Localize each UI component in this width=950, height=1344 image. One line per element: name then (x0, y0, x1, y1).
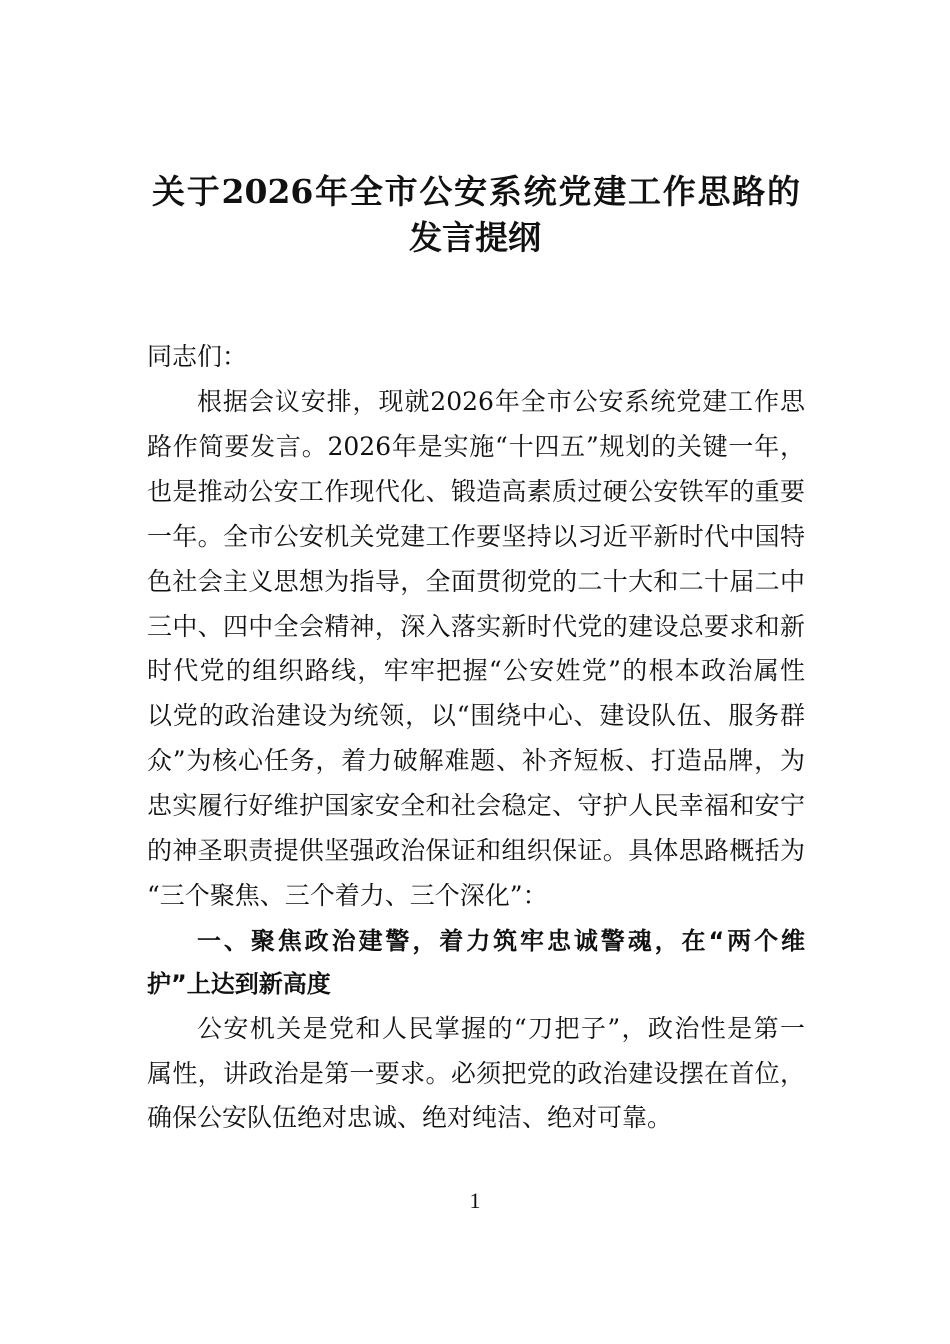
text-line: 忠实履行好维护国家安全和社会稳定、守护人民幸福和安宁 (147, 791, 805, 821)
text-line: 确保公安队伍绝对忠诚、绝对纯洁、绝对可靠。 (147, 1103, 673, 1132)
text-line: 众”为核心任务，着力破解难题、补齐短板、打造品牌，为 (147, 746, 805, 776)
text-line: 属性，讲政治是第一要求。必须把党的政治建设摆在首位， (147, 1058, 805, 1088)
salutation: 同志们： (147, 342, 248, 371)
text-line: 路作简要发言。2026年是实施“十四五”规划的关键一年， (147, 431, 805, 461)
document-title-line-2: 发言提纲 (409, 218, 541, 257)
text-line: 根据会议安排，现就2026年全市公安系统党建工作思 (197, 387, 805, 416)
text-line: 时代党的组织路线，牢牢把握“公安姓党”的根本政治属性 (147, 656, 805, 686)
text-line: 三中、四中全会精神，深入落实新时代党的建设总要求和新 (147, 611, 805, 641)
text-line: 一年。全市公安机关党建工作要坚持以习近平新时代中国特 (147, 521, 805, 551)
document-title-line-1: 关于2026年全市公安系统党建工作思路的 (152, 172, 800, 211)
text-line: 色社会主义思想为指导，全面贯彻党的二十大和二十届二中 (147, 566, 805, 596)
text-line: 也是推动公安工作现代化、锻造高素质过硬公安铁军的重要 (147, 476, 805, 506)
text-line: 以党的政治建设为统领，以“围绕中心、建设队伍、服务群 (147, 701, 805, 731)
page-number: 1 (469, 1188, 481, 1213)
text-line: 的神圣职责提供坚强政治保证和组织保证。具体思路概括为 (147, 836, 805, 865)
section-heading-line-2: 护”上达到新高度 (147, 970, 331, 998)
text-line: “三个聚焦、三个着力、三个深化”： (147, 880, 548, 910)
section-heading-line-1: 一、聚焦政治建警，着力筑牢忠诚警魂，在“两个维 (197, 927, 805, 955)
text-line: 公安机关是党和人民掌握的“刀把子”，政治性是第一 (197, 1014, 805, 1043)
